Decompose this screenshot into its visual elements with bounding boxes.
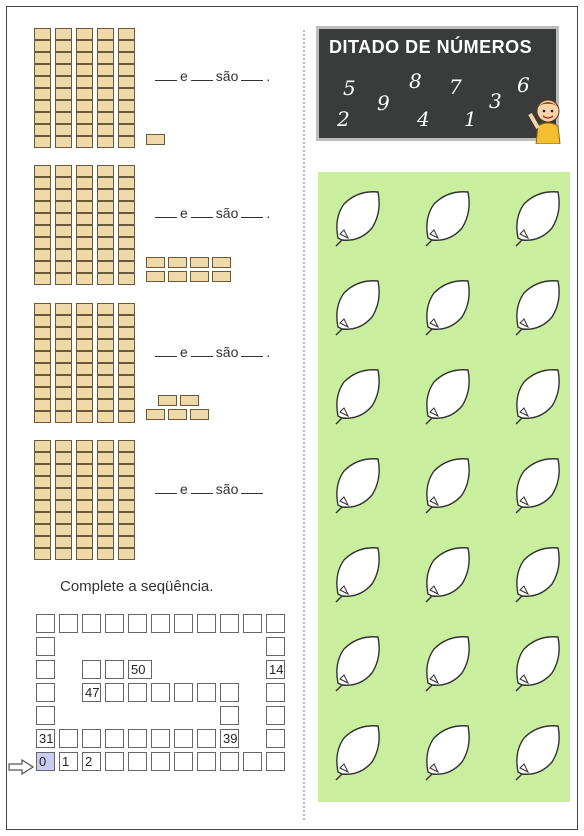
leaf-answer-box[interactable] bbox=[422, 722, 474, 782]
sequence-cell-blank[interactable] bbox=[197, 614, 216, 633]
sequence-cell-blank[interactable] bbox=[220, 614, 239, 633]
sequence-cell-blank[interactable] bbox=[82, 614, 101, 633]
sequence-grid bbox=[36, 614, 292, 778]
leaf-answer-box[interactable] bbox=[332, 722, 384, 782]
sequence-cell-blank[interactable] bbox=[197, 683, 216, 702]
sequence-cell-blank[interactable] bbox=[243, 614, 262, 633]
sequence-cell-blank[interactable] bbox=[197, 752, 216, 771]
sequence-cell-given: 31 bbox=[36, 729, 55, 748]
unit-cube bbox=[190, 271, 209, 282]
answer-blank[interactable] bbox=[191, 207, 213, 218]
answer-blank[interactable] bbox=[241, 207, 263, 218]
leaf-answer-box[interactable] bbox=[332, 455, 384, 515]
ten-rod bbox=[55, 28, 72, 148]
leaf-answer-box[interactable] bbox=[332, 633, 384, 693]
sequence-cell-blank[interactable] bbox=[105, 729, 124, 748]
sequence-cell-blank[interactable] bbox=[36, 637, 55, 656]
board-digit: 7 bbox=[449, 75, 462, 99]
leaf-answer-box[interactable] bbox=[422, 633, 474, 693]
leaf-answer-box[interactable] bbox=[512, 188, 564, 248]
board-digit: 1 bbox=[464, 107, 477, 131]
leaf-answer-box[interactable] bbox=[422, 366, 474, 426]
sequence-cell-blank[interactable] bbox=[128, 729, 147, 748]
sequence-cell-blank[interactable] bbox=[105, 752, 124, 771]
sequence-cell-blank[interactable] bbox=[243, 752, 262, 771]
blocks-group-4 bbox=[34, 440, 135, 560]
ten-rod bbox=[55, 440, 72, 560]
sequence-cell-given: 39 bbox=[220, 729, 239, 748]
column-divider bbox=[303, 30, 305, 820]
leaf-answer-box[interactable] bbox=[422, 277, 474, 337]
sentence-3: e são . bbox=[152, 344, 270, 360]
sentence-1: e são . bbox=[152, 68, 270, 84]
child-illustration bbox=[528, 98, 568, 144]
sequence-cell-blank[interactable] bbox=[82, 729, 101, 748]
sequence-cell-given: 50 bbox=[128, 660, 152, 679]
sequence-cell-blank[interactable] bbox=[128, 683, 147, 702]
sequence-cell-blank[interactable] bbox=[266, 729, 285, 748]
sequence-cell-blank[interactable] bbox=[105, 614, 124, 633]
ten-rod bbox=[34, 28, 51, 148]
sequence-cell-blank[interactable] bbox=[82, 660, 101, 679]
sequence-cell-blank[interactable] bbox=[197, 729, 216, 748]
leaf-answer-box[interactable] bbox=[422, 544, 474, 604]
answer-blank[interactable] bbox=[155, 483, 177, 494]
sequence-cell-given: 2 bbox=[82, 752, 101, 771]
sequence-cell-blank[interactable] bbox=[174, 683, 193, 702]
blocks-group-1 bbox=[34, 28, 135, 148]
answer-blank[interactable] bbox=[155, 207, 177, 218]
board-digit: 6 bbox=[517, 73, 530, 97]
unit-cube bbox=[146, 409, 165, 420]
sequence-cell-blank[interactable] bbox=[151, 752, 170, 771]
answer-blank[interactable] bbox=[241, 346, 263, 357]
board-digit: 3 bbox=[489, 89, 502, 113]
unit-cube bbox=[146, 134, 165, 145]
board-digit: 5 bbox=[343, 76, 356, 100]
answer-blank[interactable] bbox=[155, 346, 177, 357]
answer-blank[interactable] bbox=[241, 70, 263, 81]
ten-rod bbox=[34, 303, 51, 423]
sequence-cell-blank[interactable] bbox=[128, 752, 147, 771]
unit-cube bbox=[168, 271, 187, 282]
leaf-answer-box[interactable] bbox=[332, 366, 384, 426]
leaf-answer-box[interactable] bbox=[332, 544, 384, 604]
sequence-cell-given: 47 bbox=[82, 683, 101, 702]
board-title: DITADO DE NÚMEROS bbox=[329, 37, 533, 57]
sequence-cell-blank[interactable] bbox=[59, 614, 78, 633]
ten-rod bbox=[55, 165, 72, 285]
leaf-answer-box[interactable] bbox=[512, 633, 564, 693]
ten-rod bbox=[34, 440, 51, 560]
ten-rod bbox=[97, 303, 114, 423]
sequence-cell-blank[interactable] bbox=[36, 683, 55, 702]
leaf-answer-box[interactable] bbox=[512, 455, 564, 515]
sequence-cell-blank[interactable] bbox=[220, 706, 239, 725]
sentence-4: e são bbox=[152, 481, 266, 497]
sequence-cell-blank[interactable] bbox=[266, 683, 285, 702]
sequence-cell-blank[interactable] bbox=[59, 729, 78, 748]
sequence-cell-blank[interactable] bbox=[220, 752, 239, 771]
board-digit: 8 bbox=[409, 69, 422, 93]
ten-rod bbox=[118, 165, 135, 285]
answer-blank[interactable] bbox=[191, 70, 213, 81]
answer-blank[interactable] bbox=[241, 483, 263, 494]
unit-cube bbox=[212, 257, 231, 268]
leaf-answer-box[interactable] bbox=[512, 366, 564, 426]
unit-cube bbox=[190, 257, 209, 268]
sequence-cell-blank[interactable] bbox=[151, 729, 170, 748]
board-digit: 4 bbox=[417, 107, 430, 131]
sequence-cell-given: 1 bbox=[59, 752, 78, 771]
sequence-cell-blank[interactable] bbox=[36, 614, 55, 633]
board-digit: 9 bbox=[377, 91, 390, 115]
unit-cube bbox=[190, 409, 209, 420]
sequence-cell-blank[interactable] bbox=[36, 660, 55, 679]
answer-blank[interactable] bbox=[155, 70, 177, 81]
sequence-cell-blank[interactable] bbox=[266, 614, 285, 633]
sequence-cell-given: 14 bbox=[266, 660, 285, 679]
answer-blank[interactable] bbox=[191, 483, 213, 494]
leaf-answer-box[interactable] bbox=[422, 455, 474, 515]
ten-rod bbox=[76, 303, 93, 423]
sequence-cell-blank[interactable] bbox=[105, 660, 124, 679]
unit-cube bbox=[158, 395, 177, 406]
blocks-group-3 bbox=[34, 303, 135, 423]
ten-rod bbox=[118, 440, 135, 560]
sequence-cell-blank[interactable] bbox=[220, 683, 239, 702]
ten-rod bbox=[34, 165, 51, 285]
ten-rod bbox=[76, 165, 93, 285]
ten-rod bbox=[76, 440, 93, 560]
sentence-2: e são . bbox=[152, 205, 270, 221]
unit-cube bbox=[146, 257, 165, 268]
unit-cube bbox=[212, 271, 231, 282]
chalkboard bbox=[316, 26, 559, 141]
sequence-cell-blank[interactable] bbox=[266, 637, 285, 656]
ten-rod bbox=[55, 303, 72, 423]
unit-cube bbox=[168, 409, 187, 420]
sequence-cell-blank[interactable] bbox=[128, 614, 147, 633]
sequence-cell-blank[interactable] bbox=[266, 752, 285, 771]
leaf-answer-box[interactable] bbox=[422, 188, 474, 248]
ten-rod bbox=[118, 28, 135, 148]
sequence-cell-blank[interactable] bbox=[266, 706, 285, 725]
sequence-cell-given: 0 bbox=[36, 752, 55, 771]
sequence-cell-blank[interactable] bbox=[36, 706, 55, 725]
ten-rod bbox=[97, 165, 114, 285]
ten-rod bbox=[97, 440, 114, 560]
leaf-answer-panel bbox=[318, 172, 570, 802]
board-digit: 2 bbox=[337, 107, 350, 131]
instruction-text: Complete a seqüência. bbox=[60, 578, 214, 595]
sequence-cell-blank[interactable] bbox=[174, 614, 193, 633]
unit-cube bbox=[168, 257, 187, 268]
leaf-answer-box[interactable] bbox=[332, 277, 384, 337]
sequence-cell-blank[interactable] bbox=[174, 752, 193, 771]
answer-blank[interactable] bbox=[191, 346, 213, 357]
sequence-cell-blank[interactable] bbox=[174, 729, 193, 748]
sequence-cell-blank[interactable] bbox=[151, 683, 170, 702]
leaf-answer-box[interactable] bbox=[512, 277, 564, 337]
arrow-right-icon bbox=[8, 759, 34, 775]
leaf-answer-box[interactable] bbox=[512, 544, 564, 604]
leaf-answer-box[interactable] bbox=[332, 188, 384, 248]
blocks-group-2 bbox=[34, 165, 135, 285]
ten-rod bbox=[76, 28, 93, 148]
ten-rod bbox=[97, 28, 114, 148]
ten-rod bbox=[118, 303, 135, 423]
sequence-cell-blank[interactable] bbox=[151, 614, 170, 633]
sequence-cell-blank[interactable] bbox=[105, 683, 124, 702]
leaf-answer-box[interactable] bbox=[512, 722, 564, 782]
unit-cube bbox=[146, 271, 165, 282]
unit-cube bbox=[180, 395, 199, 406]
